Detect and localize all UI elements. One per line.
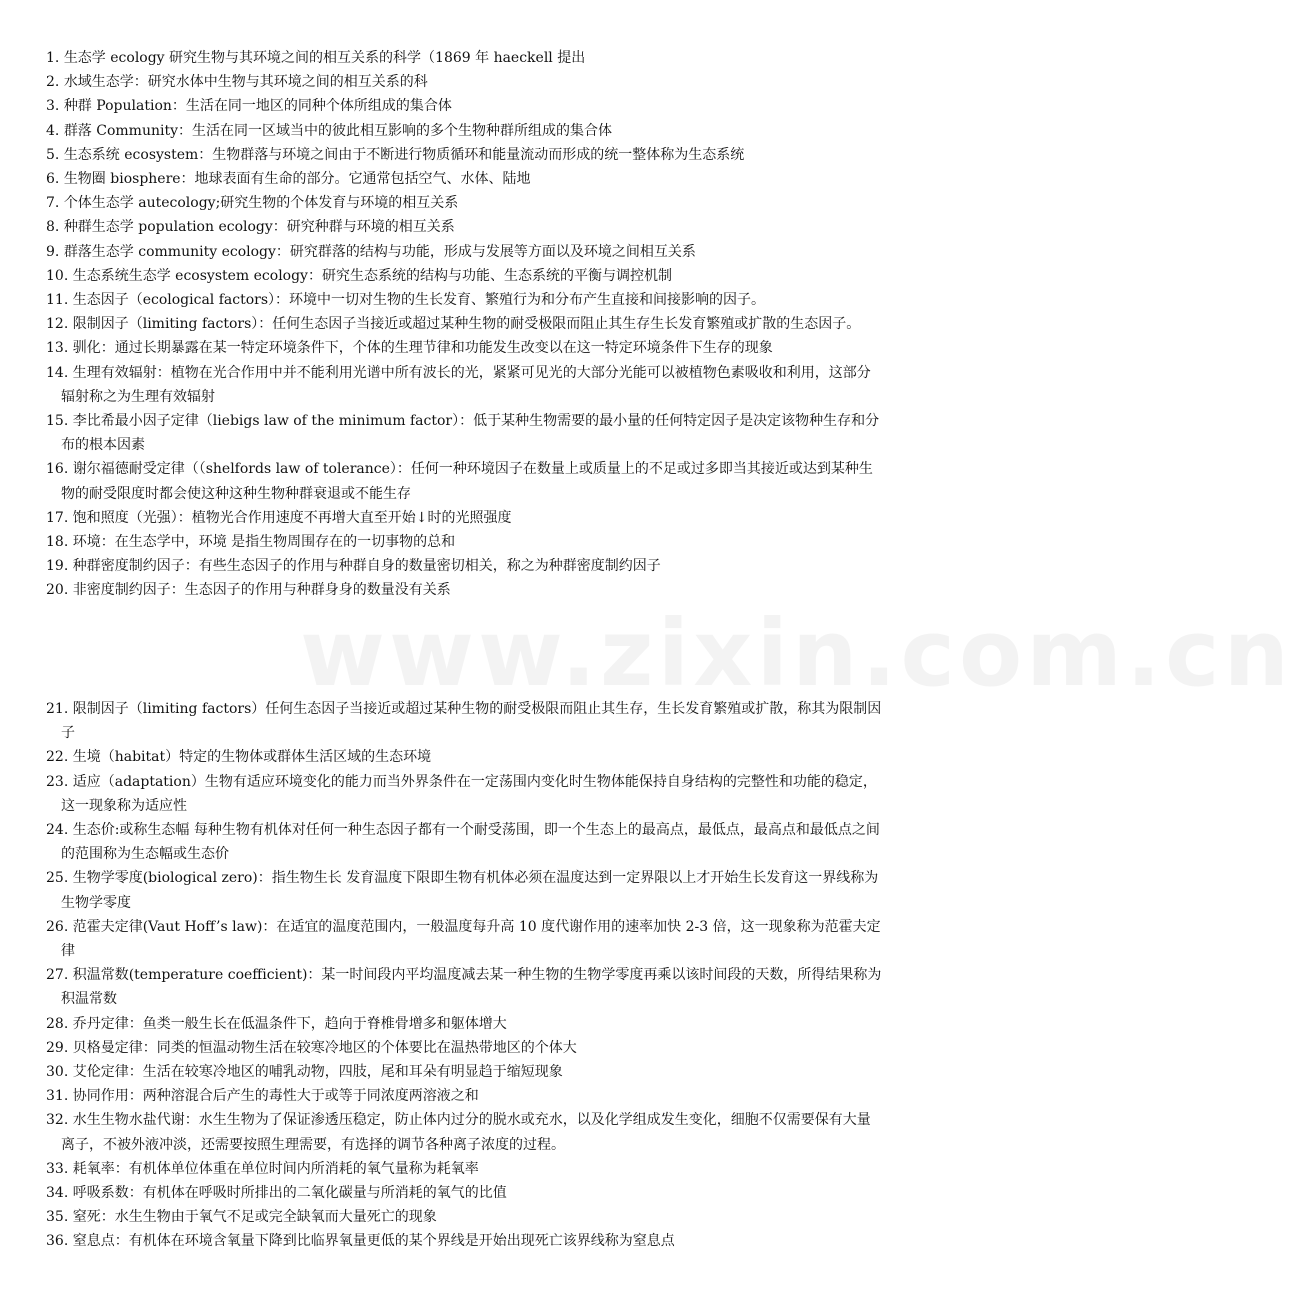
- item-number: 33.: [46, 1160, 69, 1177]
- item-text: 生物圈 biosphere：地球表面有生命的部分。它通常包括空气、水体、陆地: [63, 171, 531, 188]
- item-number: 30.: [46, 1064, 69, 1081]
- item-text: 协同作用：两种溶混合后产生的毒性大于或等于同浓度两溶液之和: [72, 1088, 479, 1105]
- item-number: 27.: [46, 967, 69, 984]
- definition-item: [46, 191, 882, 215]
- definition-item: [46, 578, 882, 602]
- item-text: 饱和照度（光强）：植物光合作用速度不再增大直至开始↓时的光照强度: [72, 509, 512, 526]
- definition-item: [46, 288, 882, 312]
- item-number: 21.: [46, 701, 69, 717]
- definition-list-1: [46, 46, 882, 603]
- item-text: 谢尔福德耐受定律（（shelfords law of tolerance）：任何一种环境因子在数量上或质量上的不足或过多即当其接近或达到某种生物的耐受限度时都会使这种这种生物种群衰退或不能生存: [61, 461, 873, 502]
- item-text: 呼吸系数：有机体在呼吸时所排出的二氧化碳量与所消耗的氧气的比值: [72, 1185, 507, 1202]
- definition-item: [46, 770, 882, 818]
- item-number: 19.: [46, 558, 69, 575]
- definition-item: [46, 1205, 882, 1229]
- item-number: 2.: [46, 74, 60, 91]
- definition-item: [46, 697, 882, 745]
- item-number: 25.: [46, 870, 69, 887]
- item-text: 限制因子（limiting factors）任何生态因子当接近或超过某种生物的耐受极限而阻止其生存，生长发育繁殖或扩散，称其为限制因子: [61, 701, 882, 742]
- definition-item: [46, 506, 882, 530]
- item-number: 15.: [46, 413, 69, 430]
- item-text: 种群密度制约因子：有些生态因子的作用与种群自身的数量密切相关，称之为种群密度制约因子: [72, 558, 661, 575]
- definition-item: [46, 1036, 882, 1060]
- definition-item: [46, 1229, 882, 1253]
- item-text: 耗氧率：有机体单位体重在单位时间内所消耗的氧气量称为耗氧率: [72, 1160, 479, 1177]
- item-text: 生态学 ecology 研究生物与其环境之间的相互关系的科学（1869 年 haeckell 提出: [63, 50, 586, 66]
- item-text: 生境（habitat）特定的生物体或群体生活区域的生态环境: [72, 749, 432, 766]
- definition-item: [46, 1060, 882, 1084]
- item-number: 31.: [46, 1088, 69, 1105]
- item-text: 艾伦定律：生活在较寒冷地区的哺乳动物，四肢，尾和耳朵有明显趋于缩短现象: [72, 1064, 563, 1081]
- definition-item: [46, 1108, 882, 1156]
- definition-item: [46, 1084, 882, 1108]
- item-number: 13.: [46, 340, 69, 357]
- item-number: 9.: [46, 243, 60, 260]
- item-text: 群落 Community：生活在同一区域当中的彼此相互影响的多个生物种群所组成的集合体: [63, 122, 612, 139]
- definition-item: [46, 264, 882, 288]
- item-text: 生态系统 ecosystem：生物群落与环境之间由于不断进行物质循环和能量流动而形成的统一整体称为生态系统: [63, 146, 745, 163]
- definition-item: [46, 143, 882, 167]
- item-text: 非密度制约因子：生态因子的作用与种群身身的数量没有关系: [72, 582, 451, 599]
- item-text: 生理有效辐射：植物在光合作用中并不能利用光谱中所有波长的光，紧紧可见光的大部分光能可以被植物色素吸收和利用，这部分辐射称之为生理有效辐射: [61, 364, 871, 405]
- item-number: 29.: [46, 1039, 69, 1056]
- item-number: 5.: [46, 146, 60, 163]
- item-number: 24.: [46, 822, 69, 839]
- definition-item: [46, 1012, 882, 1036]
- definition-item: [46, 336, 882, 360]
- definition-item: [46, 70, 882, 94]
- item-number: 1.: [46, 50, 60, 66]
- item-text: 生态价:或称生态幅 每种生物有机体对任何一种生态因子都有一个耐受荡围，即一个生态上的最高点，最低点，最高点和最低点之间的范围称为生态幅或生态价: [61, 822, 880, 863]
- item-number: 4.: [46, 122, 60, 139]
- item-text: 个体生态学 autecology;研究生物的个体发育与环境的相互关系: [63, 195, 459, 212]
- item-number: 8.: [46, 219, 60, 236]
- item-number: 32.: [46, 1112, 69, 1129]
- item-text: 群落生态学 community ecology：研究群落的结构与功能，形成与发展等方面以及环境之间相互关系: [63, 243, 696, 260]
- definition-item: [46, 46, 882, 70]
- definition-list-2: [46, 697, 882, 1254]
- item-number: 11.: [46, 292, 69, 309]
- item-number: 10.: [46, 267, 69, 284]
- definition-item: [46, 818, 882, 866]
- item-text: 适应（adaptation）生物有适应环境变化的能力而当外界条件在一定荡围内变化时生物体能保持自身结构的完整性和功能的稳定，这一现象称为适应性: [61, 773, 877, 814]
- item-number: 12.: [46, 316, 69, 333]
- item-number: 35.: [46, 1209, 69, 1226]
- definition-item: [46, 963, 882, 1011]
- item-text: 生物学零度(biological zero)：指生物生长 发育温度下限即生物有机体必须在温度达到一定界限以上才开始生长发育这一界线称为生物学零度: [61, 870, 879, 911]
- item-text: 种群 Population：生活在同一地区的同种个体所组成的集合体: [63, 98, 452, 115]
- definition-item: [46, 119, 882, 143]
- definition-item: [46, 1157, 882, 1181]
- item-number: 18.: [46, 534, 69, 551]
- item-number: 34.: [46, 1185, 69, 1202]
- item-text: 环境：在生态学中，环境 是指生物周围存在的一切事物的总和: [72, 534, 456, 551]
- item-number: 36.: [46, 1233, 69, 1250]
- item-number: 22.: [46, 749, 69, 766]
- item-text: 水域生态学：研究水体中生物与其环境之间的相互关系的科: [63, 74, 428, 91]
- definition-item: [46, 745, 882, 769]
- item-number: 17.: [46, 509, 69, 526]
- item-number: 16.: [46, 461, 69, 478]
- item-number: 23.: [46, 773, 69, 790]
- item-number: 26.: [46, 918, 69, 935]
- definition-item: [46, 312, 882, 336]
- item-text: 水生生物水盐代谢：水生生物为了保证渗透压稳定，防止体内过分的脱水或充水，以及化学组成发生变化，细胞不仅需要保有大量离子，不被外液冲淡，还需要按照生理需要，有选择的调节各种离子浓度的过程。: [61, 1112, 871, 1153]
- item-number: 6.: [46, 171, 60, 188]
- item-text: 贝格曼定律：同类的恒温动物生活在较寒冷地区的个体要比在温热带地区的个体大: [72, 1039, 577, 1056]
- item-text: 限制因子（limiting factors）：任何生态因子当接近或超过某种生物的耐受极限而阻止其生存生长发育繁殖或扩散的生态因子。: [72, 316, 861, 333]
- watermark-text: www.zixin.com.cn: [300, 600, 1293, 707]
- item-text: 李比希最小因子定律（liebigs law of the minimum factor）：低于某种生物需要的最小量的任何特定因子是决定该物种生存和分布的根本因素: [61, 413, 880, 454]
- item-number: 28.: [46, 1015, 69, 1032]
- item-text: 生态因子（ecological factors）：环境中一切对生物的生长发育、繁殖行为和分布产生直接和间接影响的因子。: [72, 292, 766, 309]
- definition-item: [46, 530, 882, 554]
- item-text: 窒死：水生生物由于氧气不足或完全缺氧而大量死亡的现象: [72, 1209, 437, 1226]
- item-number: 3.: [46, 98, 60, 115]
- item-text: 窒息点：有机体在环境含氧量下降到比临界氧量更低的某个界线是开始出现死亡该界线称为窒息点: [72, 1233, 675, 1250]
- item-text: 积温常数(temperature coefficient)：某一时间段内平均温度减去某一种生物的生物学零度再乘以该时间段的天数，所得结果称为积温常数: [61, 967, 882, 1008]
- definition-item: [46, 866, 882, 914]
- definition-item: [46, 554, 882, 578]
- item-number: 7.: [46, 195, 60, 212]
- definition-item: [46, 240, 882, 264]
- item-text: 范霍夫定律(Vaut Hoff’s law)：在适宜的温度范围内，一般温度每升高 10 度代谢作用的速率加快 2-3 倍，这一现象称为范霍夫定律: [61, 918, 881, 960]
- definition-item: [46, 915, 882, 963]
- item-text: 驯化：通过长期暴露在某一特定环境条件下，个体的生理节律和功能发生改变以在这一特定环境条件下生存的现象: [72, 340, 773, 357]
- item-text: 生态系统生态学 ecosystem ecology：研究生态系统的结构与功能、生态系统的平衡与调控机制: [72, 267, 672, 284]
- definition-item: [46, 94, 882, 118]
- item-text: 种群生态学 population ecology：研究种群与环境的相互关系: [63, 219, 455, 236]
- definition-item: [46, 409, 882, 457]
- definition-item: [46, 361, 882, 409]
- definition-item: [46, 1181, 882, 1205]
- definition-item: [46, 167, 882, 191]
- item-text: 乔丹定律：鱼类一般生长在低温条件下，趋向于脊椎骨增多和躯体增大: [72, 1015, 507, 1032]
- definition-item: [46, 457, 882, 505]
- item-number: 14.: [46, 364, 69, 381]
- definition-item: [46, 215, 882, 239]
- item-number: 20.: [46, 582, 69, 599]
